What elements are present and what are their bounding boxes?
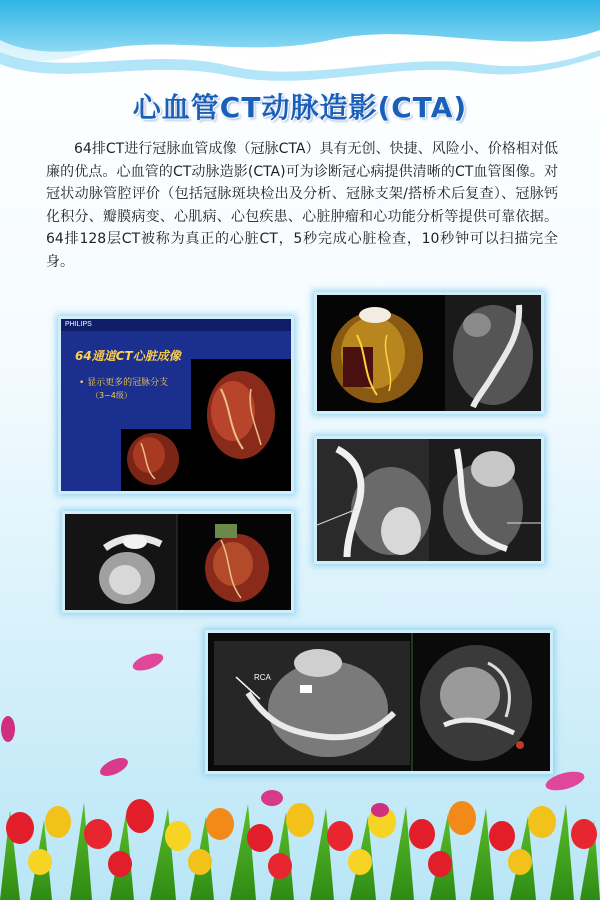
petal-decoration [94,756,134,778]
heart-3d-render-graphic [61,319,291,491]
top-wave-decoration [0,0,600,90]
axial-heart-graphic [65,514,291,610]
slide-heading: 64通道CT心脏成像 [75,349,181,363]
slide-sub-label: （3~4级） [91,391,132,400]
curved-vessel-reconstruction-image [314,436,544,564]
petal-decoration [258,786,286,810]
axial-3d-heart-image [62,511,294,613]
description-paragraph: 64排CT进行冠脉血管成像（冠脉CTA）具有无创、快捷、风险小、价格相对低廉的优点。心血管的CT动脉造影(CTA)可为诊断冠心病提供清晰的CT血管图像。对冠状动脉管腔评价（包括冠脉斑块检出及分析、冠脉支架/搭桥术后复查）、冠脉钙化积分、瓣膜病变、心肌病、心包疾患、心脏肿瘤和心功能分析等提供可靠依据。64排128层CT被称为真正的心脏CT，5秒完成心脏检查，10秒钟可以扫描完全身。 [46,141,558,270]
petal-decoration [368,800,392,820]
heart-vessel-render [317,295,541,411]
philips-brand-label: PHILIPS [65,321,92,328]
tulip-flower-border [0,750,600,900]
philips-slide-image [58,316,294,494]
rca-label: RCA [254,673,271,682]
poster-title: 心血管CT动脉造影(CTA) [132,91,468,124]
cta-heart-vessel-image [314,292,544,414]
petal-decoration [0,714,20,744]
slide-bullet: • 显示更多的冠脉分支 [79,378,169,388]
petal-decoration [128,652,168,672]
petal-decoration [540,768,590,794]
vessel-reconstruction-graphic [317,439,541,561]
